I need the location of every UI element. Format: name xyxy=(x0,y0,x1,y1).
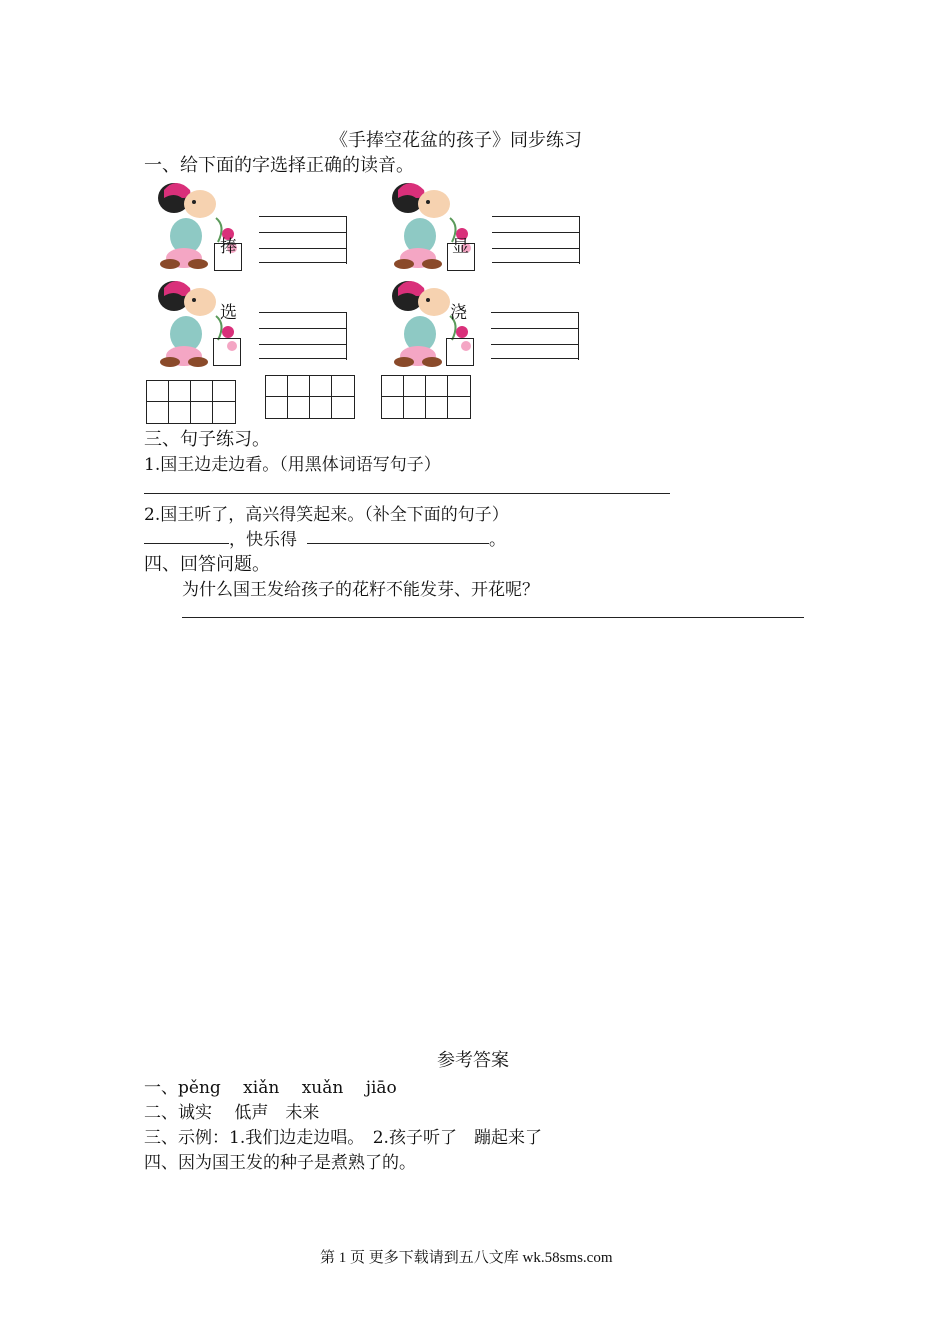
answer-2: 二、诚实 低声 未来 xyxy=(144,1103,320,1123)
question-2: 2.国王听了，高兴得笑起来。（补全下面的句子） xyxy=(144,505,509,525)
answer-box-1[interactable] xyxy=(214,243,242,271)
pinyin-lines-1 xyxy=(259,216,347,264)
fill-blank-1[interactable] xyxy=(144,543,229,544)
answer-box-3[interactable] xyxy=(213,338,241,366)
section-3-heading: 三、句子练习。 xyxy=(144,429,270,450)
writing-grid-3[interactable] xyxy=(381,375,471,419)
char-label-2: 显 xyxy=(452,237,469,257)
char-label-4: 浇 xyxy=(450,303,467,323)
pinyin-lines-2 xyxy=(492,216,580,264)
fill-text-mid: ，快乐得 xyxy=(229,530,297,550)
pinyin-lines-3 xyxy=(259,312,347,360)
answer-box-4[interactable] xyxy=(446,338,474,366)
question-1: 1.国王边走边看。（用黑体词语写句子） xyxy=(144,455,441,475)
page-title: 《手捧空花盆的孩子》同步练习 xyxy=(330,130,582,151)
fill-blank-2[interactable] xyxy=(307,543,489,544)
pinyin-lines-4 xyxy=(491,312,579,360)
answer-line-4[interactable] xyxy=(182,617,804,618)
char-label-1: 捧 xyxy=(220,237,237,257)
writing-grid-1[interactable] xyxy=(146,380,236,424)
answer-box-2[interactable] xyxy=(447,243,475,271)
section-1-heading: 一、给下面的字选择正确的读音。 xyxy=(144,155,414,176)
writing-grid-2[interactable] xyxy=(265,375,355,419)
answer-1: 一、pěng xiǎn xuǎn jiāo xyxy=(144,1078,397,1098)
page-footer: 第 1 页 更多下载请到五八文库 wk.58sms.com xyxy=(320,1250,613,1266)
char-label-3: 选 xyxy=(220,303,237,323)
question-4: 为什么国王发给孩子的花籽不能发芽、开花呢？ xyxy=(182,580,539,600)
answers-heading: 参考答案 xyxy=(437,1050,509,1071)
answer-3: 三、示例：1.我们边走边唱。 2.孩子听了 蹦起来了 xyxy=(144,1128,542,1148)
answer-4: 四、因为国王发的种子是煮熟了的。 xyxy=(144,1153,416,1173)
section-4-heading: 四、回答问题。 xyxy=(144,554,270,575)
fill-text-end: 。 xyxy=(489,530,506,550)
answer-line-1[interactable] xyxy=(144,493,670,494)
